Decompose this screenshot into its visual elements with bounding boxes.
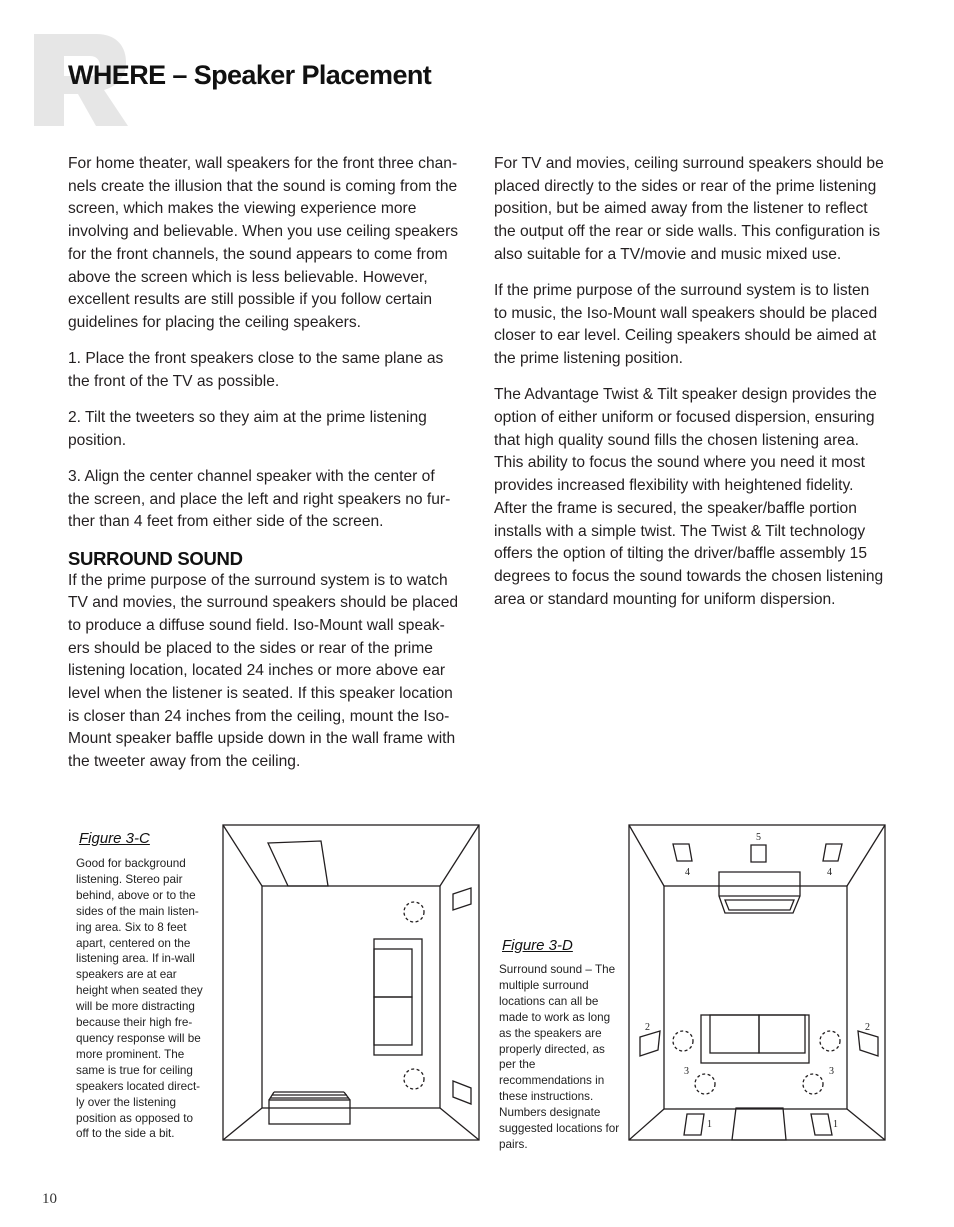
page-title: WHERE – Speaker Placement — [68, 60, 432, 90]
figure-3c-caption: Good for background listening. Stereo pair behind, above or to the sides of the main listen-ing area. Six to 8 feet apart, centered on the listening area. If in-wall speakers are at ear height when seated they will be more distracting because their high fre-quency response will be more prominent. The same is true for ceiling speakers located direct-ly over the listening position as opposed to off to the side a bit. — [76, 857, 203, 1141]
label-2-left: 2 — [645, 1022, 650, 1033]
right-column — [494, 153, 886, 625]
sofa-cushion-left — [710, 1015, 759, 1053]
speaker-4-right — [823, 844, 842, 861]
tv-cabinet — [269, 1100, 350, 1124]
twist-tilt-paragraph: The Advantage Twist & Tilt speaker design provides the option of either uniform or focused dispersion, ensuring that high quality sound fills the chosen listening area. This ability to focus the sound where you need it most provides increased flexibility with heightened fidelity. After the frame is secured, the speaker/baffle portion installs with a simple twist. The Twist & Tilt technology offers the option of tilting the driver/baffle assembly 15 degrees to focus the sound towards the chosen listening area or standard mounting for uniform dispersion. — [494, 386, 884, 608]
label-1-left: 1 — [707, 1119, 712, 1130]
room-inner-floor — [262, 886, 440, 1108]
figure-3d-caption: Surround sound – The multiple surround locations can all be made to work as long as the speakers are properly directed, as per the recommendations in these instructions. Numbers designate suggested locations for pairs. — [499, 963, 620, 1151]
speaker-1-left — [684, 1114, 704, 1135]
sofa-cushion-bottom — [374, 997, 412, 1045]
label-4-left: 4 — [685, 867, 690, 878]
tv-cabinet — [719, 872, 800, 913]
figure-3c-title: Figure 3-C — [79, 830, 150, 847]
ceiling-speaker-3-left — [695, 1074, 715, 1094]
label-2-right: 2 — [865, 1022, 870, 1033]
sofa-cushion-top — [374, 949, 412, 997]
speaker-1-right — [811, 1114, 832, 1135]
music-surround-paragraph: If the prime purpose of the surround system is to listen to music, the Iso-Mount wall speakers should be placed closer to ear level. Ceiling speakers should be aimed at the prime listening position. — [494, 282, 878, 368]
intro-paragraph: For home theater, wall speakers for the front three chan-nels create the illusion that the sound is coming from the screen, which makes the viewing experience more involving and believable. When you use ceiling speakers for the front channels, the sound appears to come from above the screen which is less believable. However, excellent results are still possible if you follow certain guidelines for placing the ceiling speakers. — [68, 155, 459, 331]
label-1-right: 1 — [833, 1119, 838, 1130]
room-inner-floor — [664, 886, 847, 1109]
label-4-right: 4 — [827, 867, 832, 878]
speaker-2-right — [858, 1031, 878, 1056]
step-2-paragraph: 2. Tilt the tweeters so they aim at the prime listening position. — [68, 409, 427, 449]
figure-3d-room-diagram — [628, 824, 886, 1142]
projection-screen — [268, 841, 328, 886]
surround-sound-paragraph: If the prime purpose of the surround system is to watch TV and movies, the surround speakers should be placed to produce a diffuse sound field. Iso-Mount wall speak-ers should be placed to the sides or rear of the prime listening location, located 24 inches or more above ear level when the listener is seated. If this speaker location is closer than 24 inches from the ceiling, mount the Iso-Mount speaker baffle upside down in the wall frame with the tweeter away from the ceiling. — [68, 571, 459, 771]
figure-3c-room-diagram — [222, 824, 480, 1142]
left-column — [68, 153, 460, 787]
page-number: 10 — [42, 1191, 57, 1207]
wall-speaker-upper — [453, 888, 471, 910]
step-3-paragraph: 3. Align the center channel speaker with the center of the screen, and place the left and right speakers no fur-ther than 4 feet from either side of the screen. — [68, 467, 451, 531]
wall-speaker-lower — [453, 1081, 471, 1104]
ceiling-speaker-lower — [404, 1069, 424, 1089]
speaker-4-left — [673, 844, 692, 861]
step-1-paragraph: 1. Place the front speakers close to the same plane as the front of the TV as possible. — [68, 350, 444, 390]
ceiling-speaker-2-right — [820, 1031, 840, 1051]
label-3-right: 3 — [829, 1066, 834, 1077]
ceiling-speaker-3-right — [803, 1074, 823, 1094]
sofa-cushion-right — [759, 1015, 805, 1053]
figure-3d-title: Figure 3-D — [502, 937, 573, 954]
label-5: 5 — [756, 832, 761, 843]
speaker-2-left — [640, 1031, 660, 1056]
label-3-left: 3 — [684, 1066, 689, 1077]
ceiling-speaker-2-left — [673, 1031, 693, 1051]
rear-screen — [732, 1108, 786, 1140]
speaker-5-center — [751, 845, 766, 862]
surround-sound-heading: SURROUND SOUND — [68, 547, 243, 569]
sofa-outline — [701, 1015, 809, 1063]
ceiling-surround-paragraph: For TV and movies, ceiling surround speakers should be placed directly to the sides or rear of the prime listening position, but be aimed away from the listener to reflect the output off the rear or side walls. This configuration is also suitable for a TV/movie and music mixed use. — [494, 155, 884, 263]
ceiling-speaker-upper — [404, 902, 424, 922]
